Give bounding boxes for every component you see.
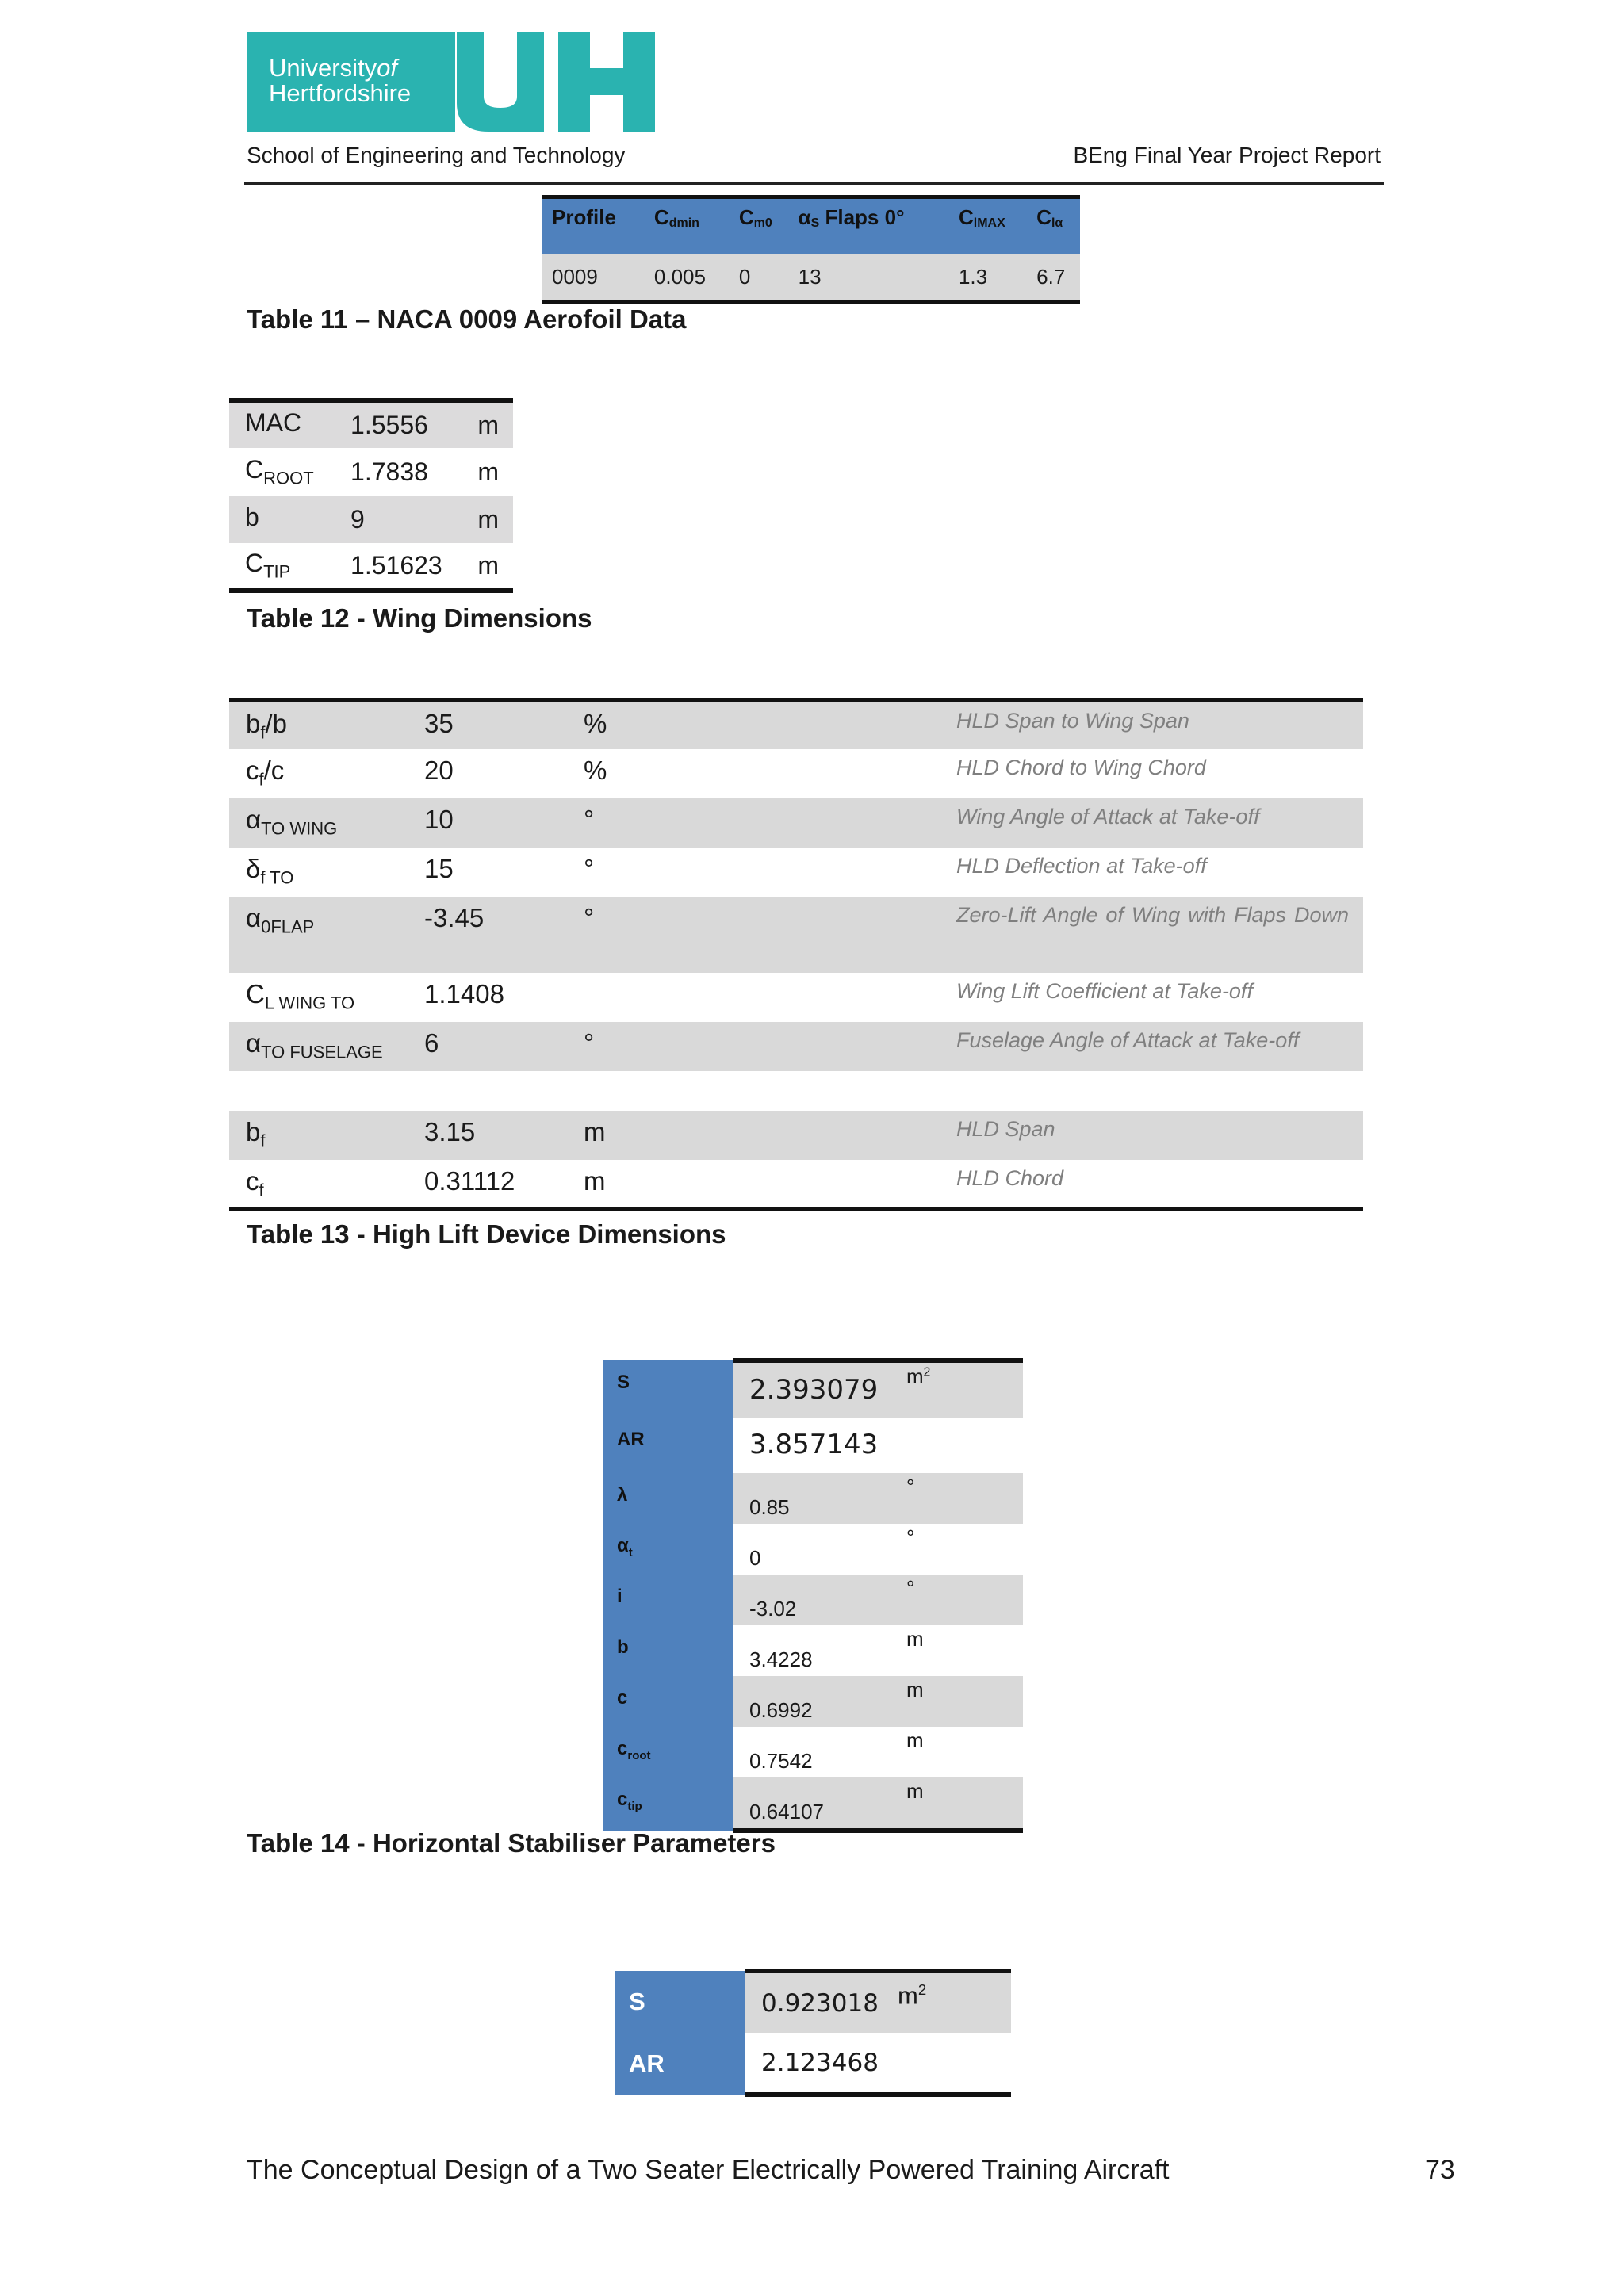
university-logo [247, 32, 455, 132]
col-cl-alpha: $C_{l\alpha}$ [1036, 205, 1063, 230]
param-symbol: $\delta_{f TO}$ [246, 854, 294, 888]
table-cell: 0.005 [653, 264, 706, 289]
param-value: 35 [424, 709, 454, 738]
param-symbol: AR [615, 2033, 745, 2095]
param-description: Wing Angle of Attack at Take-off [956, 805, 1260, 828]
param-value: 3.4228 [733, 1625, 906, 1676]
param-unit: m [906, 1676, 1023, 1727]
table-spacer [229, 1071, 1363, 1111]
param-unit [906, 1418, 1023, 1473]
param-symbol: b [245, 502, 259, 531]
param-value: 0.6992 [733, 1676, 906, 1727]
param-unit: % [584, 756, 607, 785]
table-13-caption: Table 13 - High Lift Device Dimensions [247, 1219, 726, 1249]
param-description: Zero-Lift Angle of Wing with Flaps Down [956, 903, 1349, 927]
param-symbol: S [603, 1360, 733, 1418]
table-cell: 0 [738, 264, 751, 289]
header-report-type: BEng Final Year Project Report [1073, 143, 1381, 167]
param-unit: m [584, 1166, 606, 1196]
logo-h-icon [558, 32, 655, 132]
logo-text-university: University [269, 54, 377, 82]
param-unit: ° [906, 1473, 1023, 1524]
param-value: 10 [424, 805, 454, 834]
param-unit: m [477, 551, 499, 580]
param-unit: ° [584, 1028, 595, 1058]
param-value: 1.51623 [350, 551, 442, 580]
param-description: Fuselage Angle of Attack at Take-off [956, 1028, 1300, 1052]
param-symbol: i [603, 1575, 733, 1625]
param-value: 3.15 [424, 1117, 476, 1146]
param-value: -3.02 [733, 1575, 906, 1625]
table-row [542, 254, 1080, 302]
table-cell: 6.7 [1036, 264, 1066, 289]
param-value: 0.7542 [733, 1727, 906, 1777]
col-clmax: $C_{lMAX}$ [958, 205, 1005, 230]
table-row [603, 1524, 1023, 1575]
param-value: 1.7838 [350, 457, 428, 486]
param-value: 0.923018 [745, 1971, 897, 2033]
table-row [615, 2033, 1011, 2095]
param-symbol: $\alpha_{0FLAP}$ [246, 903, 315, 937]
param-unit: m [477, 457, 499, 486]
table-row [229, 496, 513, 543]
param-unit: $m^2$ [906, 1360, 1023, 1418]
table-row [229, 1111, 1363, 1160]
param-unit: m [906, 1777, 1023, 1831]
col-alpha-s: $\alpha_S$ Flaps 0° [798, 205, 905, 230]
param-value: 0 [733, 1524, 906, 1575]
param-symbol: $c_{root}$ [603, 1727, 733, 1777]
table-row [603, 1575, 1023, 1625]
table-row [229, 897, 1363, 973]
param-value: 1.1408 [424, 979, 504, 1008]
param-symbol: MAC [245, 408, 302, 438]
param-symbol: $\alpha_{TO WING}$ [246, 805, 338, 839]
param-symbol: AR [603, 1418, 733, 1473]
logo-u-icon [457, 32, 544, 132]
table-row [603, 1418, 1023, 1473]
param-unit [584, 973, 956, 1022]
table-row [229, 700, 1363, 749]
table-row [229, 543, 513, 591]
param-symbol: λ [603, 1473, 733, 1524]
param-unit: ° [906, 1524, 1023, 1575]
param-description: HLD Chord to Wing Chord [956, 756, 1206, 779]
param-value: 9 [350, 504, 365, 534]
table-row [603, 1676, 1023, 1727]
param-symbol: $c_{tip}$ [603, 1777, 733, 1831]
table-row [603, 1625, 1023, 1676]
param-value: 1.5556 [350, 411, 428, 439]
table-row [229, 448, 513, 496]
param-unit: ° [584, 854, 595, 883]
param-value: 15 [424, 854, 454, 883]
page-number: 73 [1425, 2155, 1455, 2185]
col-cdmin: $C_{dmin}$ [653, 205, 699, 230]
param-unit: m [906, 1727, 1023, 1777]
logo-text-of: of [377, 54, 397, 82]
param-value: 2.123468 [745, 2033, 897, 2095]
param-description: HLD Span to Wing Span [956, 709, 1189, 733]
param-value: 0.85 [733, 1473, 906, 1524]
param-description: HLD Span [956, 1117, 1055, 1141]
param-symbol: $C_{ROOT}$ [245, 454, 314, 488]
col-cm0: $C_{m0}$ [738, 205, 772, 230]
table-row [229, 973, 1363, 1022]
table-aerofoil-data [542, 195, 1080, 304]
param-symbol: $c_f/c$ [246, 756, 285, 790]
header-school: School of Engineering and Technology [247, 143, 626, 167]
footer-title: The Conceptual Design of a Two Seater Electrically Powered Training Aircraft [247, 2155, 1170, 2185]
param-symbol: $C_{L WING TO}$ [246, 979, 355, 1013]
table-row [229, 400, 513, 448]
table-row [229, 848, 1363, 897]
param-unit: $m^2$ [897, 1971, 1011, 2033]
table-row [229, 1022, 1363, 1071]
param-unit: ° [584, 805, 595, 834]
param-symbol: $\alpha_t$ [603, 1524, 733, 1575]
table-row [603, 1777, 1023, 1831]
param-unit: ° [906, 1575, 1023, 1625]
param-symbol: c [603, 1676, 733, 1727]
param-value: -3.45 [424, 903, 485, 932]
table-high-lift-device [229, 698, 1363, 1211]
param-unit: m [477, 504, 499, 534]
table-cell: 13 [798, 264, 822, 289]
table-cell: 0009 [552, 264, 598, 289]
table-horizontal-stabiliser [603, 1358, 1023, 1833]
param-symbol: $\alpha_{TO FUSELAGE}$ [246, 1028, 383, 1062]
table-wing-dimensions [229, 398, 513, 593]
param-unit: m [906, 1625, 1023, 1676]
table-row [603, 1360, 1023, 1418]
param-value: 3.857143 [733, 1418, 906, 1473]
col-profile: Profile [552, 205, 616, 229]
param-description: HLD Chord [956, 1166, 1064, 1190]
table-row [603, 1727, 1023, 1777]
param-description: Wing Lift Coefficient at Take-off [956, 979, 1253, 1003]
table-header-row [542, 197, 1080, 254]
param-description: HLD Deflection at Take-off [956, 854, 1207, 878]
param-symbol: b [603, 1625, 733, 1676]
param-symbol: $C_{TIP}$ [245, 549, 291, 582]
param-unit: % [584, 709, 607, 738]
table-cell: 1.3 [958, 264, 988, 289]
param-symbol: $b_f$ [246, 1117, 266, 1151]
header-rule [244, 182, 1384, 185]
logo-text-hertfordshire: Hertfordshire [269, 79, 412, 107]
param-value: 6 [424, 1028, 439, 1058]
param-unit: m [477, 411, 499, 439]
param-value: 0.31112 [424, 1166, 515, 1196]
table-row [603, 1473, 1023, 1524]
table-12-caption: Table 12 - Wing Dimensions [247, 603, 592, 633]
table-11-caption: Table 11 – NACA 0009 Aerofoil Data [247, 304, 687, 334]
table-vertical-stabiliser [615, 1969, 1011, 2097]
table-row [229, 749, 1363, 798]
param-symbol: $b_f/b$ [246, 709, 288, 743]
param-symbol: S [615, 1971, 745, 2033]
param-unit: ° [584, 903, 595, 932]
table-row [229, 1160, 1363, 1209]
param-unit: m [584, 1117, 606, 1146]
table-row [615, 1971, 1011, 2033]
param-value: 0.64107 [733, 1777, 906, 1831]
param-unit [897, 2033, 1011, 2095]
table-row [229, 798, 1363, 848]
table-14-caption: Table 14 - Horizontal Stabiliser Parameters [247, 1828, 776, 1858]
param-value: 2.393079 [733, 1360, 906, 1418]
param-value: 20 [424, 756, 454, 785]
param-symbol: $c_f$ [246, 1166, 264, 1200]
